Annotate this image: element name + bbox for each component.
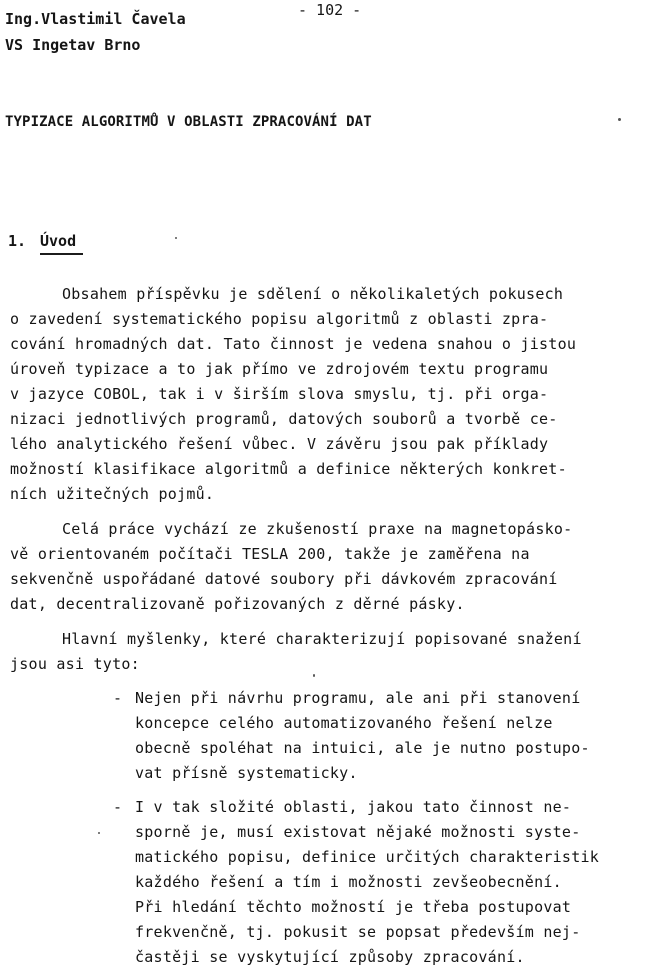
section-title: Úvod xyxy=(40,232,77,250)
scan-speck xyxy=(313,674,315,677)
bullet-text-line: I v tak složité oblasti, jakou tato činnost ne- xyxy=(135,798,572,816)
scan-speck xyxy=(618,118,621,121)
bullet-text-line: častěji se vyskytující způsoby zpracování. xyxy=(135,948,525,966)
text-line: ních užitečných pojmů. xyxy=(10,485,215,503)
bullet-text-line: sporně je, musí existovat nějaké možnosti syste- xyxy=(135,823,581,841)
bullet-dash-marker: - xyxy=(113,798,123,816)
text-line: dat, decentralizovaně pořizovaných z děrné pásky. xyxy=(10,595,465,613)
text-line: o zavedení systematického popisu algoritmů z oblasti zpra- xyxy=(10,310,549,328)
document-title: TYPIZACE ALGORITMŮ V OBLASTI ZPRACOVÁNÍ DAT xyxy=(5,114,372,130)
text-line: vě orientovaném počítači TESLA 200, takže je zaměřena na xyxy=(10,545,530,563)
section-number: 1. xyxy=(8,232,27,250)
text-line: Obsahem příspěvku je sdělení o několikaletých pokusech xyxy=(62,285,564,303)
text-line: Celá práce vychází ze zkušeností praxe na magnetopásko- xyxy=(62,520,573,538)
scan-speck xyxy=(98,832,100,834)
bullet-text-line: frekvenčně, tj. pokusit se popsat především nej- xyxy=(135,923,581,941)
bullet-text-line: Nejen při návrhu programu, ale ani při stanovení xyxy=(135,689,581,707)
text-line: úroveň typizace a to jak přímo ve zdrojovém textu programu xyxy=(10,360,549,378)
text-line: sekvenčně uspořádané datové soubory při dávkovém zpracování xyxy=(10,570,558,588)
text-line: cování hromadných dat. Tato činnost je vedena snahou o jistou xyxy=(10,335,577,353)
bullet-text-line: koncepce celého automatizovaného řešení nelze xyxy=(135,714,553,732)
author-organization: VS Ingetav Brno xyxy=(5,36,141,54)
bullet-dash-marker: - xyxy=(113,689,123,707)
text-line: nizaci jednotlivých programů, datových souborů a tvorbě ce- xyxy=(10,410,558,428)
bullet-text-line: každého řešení a tím i možnosti zevšeobecnění. xyxy=(135,873,562,891)
scan-speck xyxy=(175,237,177,239)
section-title-underline xyxy=(40,253,83,255)
bullet-text-line: matického popisu, definice určitých charakteristik xyxy=(135,848,600,866)
text-line: Hlavní myšlenky, které charakterizují popisované snažení xyxy=(62,630,582,648)
bullet-text-line: obecně spoléhat na intuici, ale je nutno postupo- xyxy=(135,739,590,757)
bullet-text-line: Při hledání těchto možností je třeba postupovat xyxy=(135,898,572,916)
page-number: - 102 - xyxy=(298,1,362,19)
bullet-text-line: vat přísně systematicky. xyxy=(135,764,358,782)
text-line: jsou asi tyto: xyxy=(10,655,140,673)
text-line: lého analytického řešení vůbec. V závěru jsou pak příklady xyxy=(10,435,549,453)
author-name: Ing.Vlastimil Čavela xyxy=(5,10,186,28)
text-line: možností klasifikace algoritmů a definice některých konkret- xyxy=(10,460,567,478)
text-line: v jazyce COBOL, tak i v širším slova smyslu, tj. při orga- xyxy=(10,385,549,403)
